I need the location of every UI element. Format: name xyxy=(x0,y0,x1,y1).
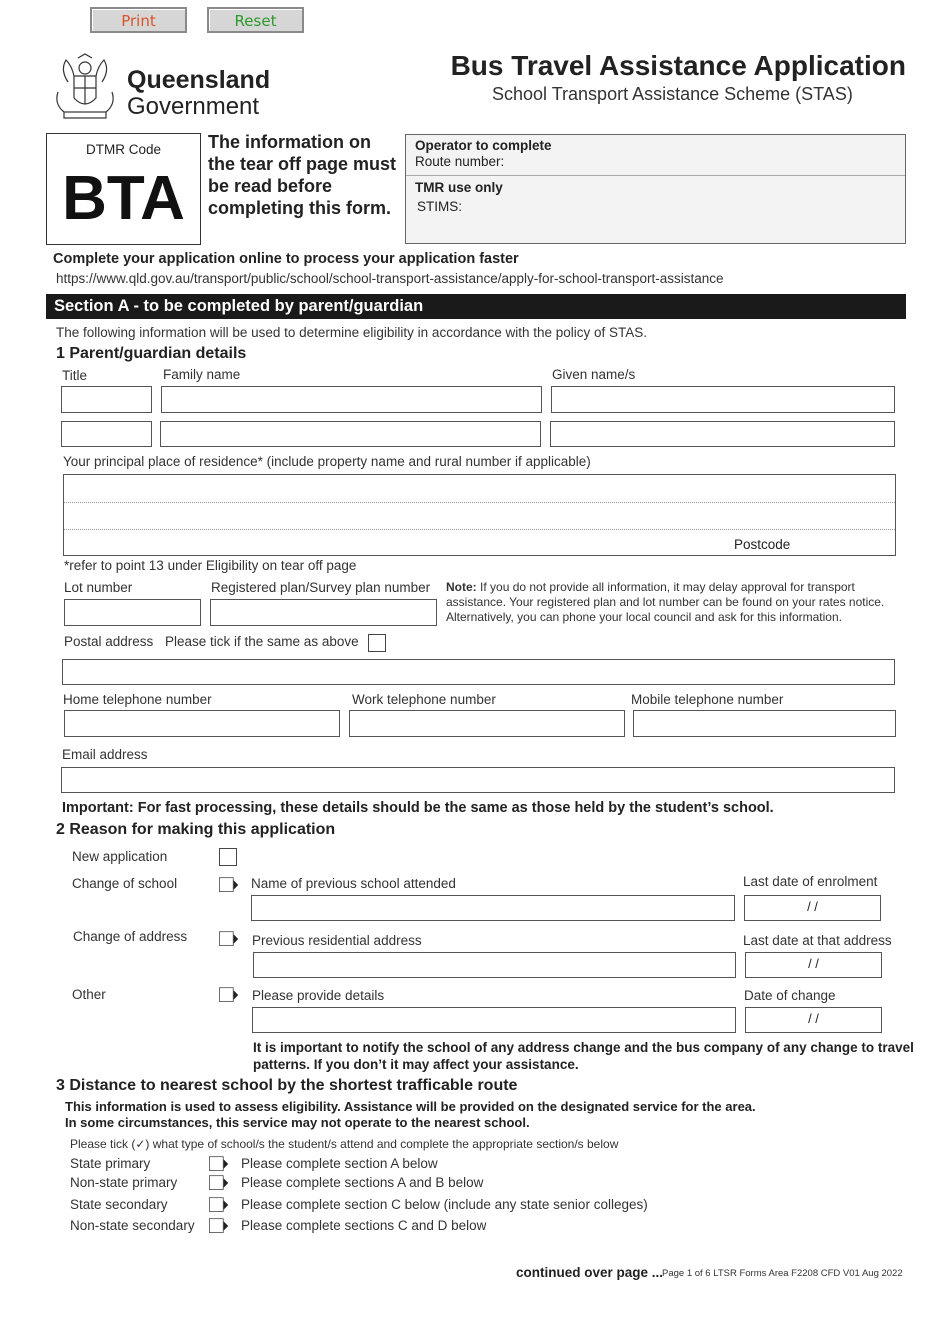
other-label: Other xyxy=(72,987,106,1002)
same-as-above-label: Please tick if the same as above xyxy=(165,634,359,649)
mobile-telephone-label: Mobile telephone number xyxy=(631,692,784,707)
dtmr-code-box xyxy=(46,133,201,245)
logo-government-text: Government xyxy=(127,93,260,120)
section-a-intro: The following information will be used to determine eligibility in accordance with the policy of STAS. xyxy=(56,325,648,340)
last-enrolment-label: Last date of enrolment xyxy=(743,874,878,889)
last-enrolment-date-input[interactable]: / / xyxy=(744,895,881,921)
school-type-label: Non-state secondary xyxy=(70,1218,195,1233)
school-type-label: Non-state primary xyxy=(70,1175,178,1190)
refer-note: *refer to point 13 under Eligibility on tear off page xyxy=(64,558,357,573)
given-name-label: Given name/s xyxy=(552,367,636,382)
date-of-change-label: Date of change xyxy=(744,988,836,1003)
operator-title: Operator to complete xyxy=(415,138,552,153)
tearoff-note: The information on the tear off page must be read before completing this form. xyxy=(208,132,397,218)
important-note: Important: For fast processing, these details should be the same as those held by the student’s school. xyxy=(62,800,774,816)
school-type-instruction-text: Please complete sections C and D below xyxy=(241,1218,487,1233)
family-name-label: Family name xyxy=(163,367,241,382)
family-name-input-2[interactable] xyxy=(160,421,541,447)
stims-label: STIMS: xyxy=(417,199,463,214)
other-checkbox[interactable] xyxy=(219,986,239,1004)
lot-number-input[interactable] xyxy=(64,599,201,626)
given-name-input-1[interactable] xyxy=(551,386,895,413)
school-type-checkbox[interactable] xyxy=(209,1174,229,1192)
plan-number-input[interactable] xyxy=(210,599,437,626)
online-heading: Complete your application online to process your application faster xyxy=(53,251,519,267)
queensland-coat-of-arms-logo xyxy=(48,52,122,124)
q2-heading: 2 Reason for making this application xyxy=(56,821,336,838)
previous-school-label: Name of previous school attended xyxy=(251,876,456,891)
section-a-bar xyxy=(46,294,906,319)
last-date-address-label: Last date at that address xyxy=(743,933,892,948)
school-type-instruction: Please tick (✓) what type of school/s the student/s attend and complete the appropriate section/s below xyxy=(70,1137,619,1151)
school-type-label: State secondary xyxy=(70,1197,168,1212)
new-application-label: New application xyxy=(72,849,168,864)
school-type-instruction-text: Please complete section A below xyxy=(241,1156,438,1171)
page-subtitle: School Transport Assistance Scheme (STAS) xyxy=(492,84,853,104)
postal-address-label: Postal address xyxy=(64,634,154,649)
title-input-1[interactable] xyxy=(61,386,152,413)
last-date-address-input[interactable]: / / xyxy=(745,952,882,978)
q3-heading: 3 Distance to nearest school by the shortest trafficable route xyxy=(56,1077,518,1094)
previous-school-input[interactable] xyxy=(251,895,735,921)
lot-plan-note: Note: If you do not provide all information, it may delay approval for transport assistance. Your registered plan and lot number can be found on your rates notice. Alternatively, you can phone your local council and ask for this information. xyxy=(446,580,885,624)
residence-input[interactable] xyxy=(63,474,896,556)
route-number-label: Route number: xyxy=(415,154,505,169)
postal-address-input[interactable] xyxy=(62,659,895,685)
plan-number-label: Registered plan/Survey plan number xyxy=(211,580,431,595)
school-type-checkbox[interactable] xyxy=(209,1155,229,1173)
section-a-title: Section A - to be completed by parent/guardian xyxy=(54,297,424,315)
print-button[interactable]: Print xyxy=(90,7,187,33)
page-title: Bus Travel Assistance Application xyxy=(450,50,906,81)
title-input-2[interactable] xyxy=(61,421,152,447)
change-of-address-label: Change of address xyxy=(73,929,188,944)
q1-heading: 1 Parent/guardian details xyxy=(56,345,247,362)
school-type-instruction-text: Please complete sections A and B below xyxy=(241,1175,484,1190)
previous-address-input[interactable] xyxy=(253,952,736,978)
given-name-input-2[interactable] xyxy=(550,421,895,447)
lot-number-label: Lot number xyxy=(64,580,133,595)
other-details-input[interactable] xyxy=(252,1007,736,1033)
dtmr-code-label: DTMR Code xyxy=(85,142,161,157)
school-type-label: State primary xyxy=(70,1156,151,1171)
tmr-title: TMR use only xyxy=(415,180,503,195)
home-telephone-input[interactable] xyxy=(64,710,340,737)
date-of-change-input[interactable]: / / xyxy=(745,1007,882,1033)
notify-note: It is important to notify the school of any address change and the bus company of any change to travel patterns. If you don’t it may affect your assistance. xyxy=(253,1040,914,1072)
reset-button[interactable]: Reset xyxy=(207,7,304,33)
work-telephone-input[interactable] xyxy=(349,710,625,737)
previous-address-label: Previous residential address xyxy=(252,933,422,948)
online-url[interactable]: https://www.qld.gov.au/transport/public/school/school-transport-assistance/apply-for-school-transport-assistance xyxy=(56,271,724,286)
page-info: Page 1 of 6 LTSR Forms Area F2208 CFD V01 Aug 2022 xyxy=(662,1268,903,1279)
home-telephone-label: Home telephone number xyxy=(63,692,212,707)
logo-queensland-text: Queensland xyxy=(127,66,271,94)
mobile-telephone-input[interactable] xyxy=(633,710,896,737)
title-label: Title xyxy=(62,368,88,383)
same-as-above-checkbox[interactable] xyxy=(368,634,386,652)
postcode-label: Postcode xyxy=(734,537,791,552)
family-name-input-1[interactable] xyxy=(161,386,542,413)
residence-label: Your principal place of residence* (include property name and rural number if applicable) xyxy=(63,454,591,469)
school-type-instruction-text: Please complete section C below (include any state senior colleges) xyxy=(241,1197,648,1212)
dtmr-code: BTA xyxy=(62,164,185,233)
work-telephone-label: Work telephone number xyxy=(352,692,496,707)
school-type-checkbox[interactable] xyxy=(209,1217,229,1235)
change-of-school-label: Change of school xyxy=(72,876,178,891)
school-type-checkbox[interactable] xyxy=(209,1196,229,1214)
provide-details-label: Please provide details xyxy=(252,988,385,1003)
new-application-checkbox[interactable] xyxy=(219,848,237,866)
change-of-school-checkbox[interactable] xyxy=(219,876,239,894)
operator-box xyxy=(405,134,906,244)
change-of-address-checkbox[interactable] xyxy=(219,930,239,948)
email-input[interactable] xyxy=(61,767,895,793)
continued-over-page: continued over page ... xyxy=(516,1265,664,1280)
q3-info: This information is used to assess eligibility. Assistance will be provided on the designated service for the area. In some circumstances, this service may not operate to the nearest school. xyxy=(65,1099,756,1130)
email-label: Email address xyxy=(62,747,148,762)
